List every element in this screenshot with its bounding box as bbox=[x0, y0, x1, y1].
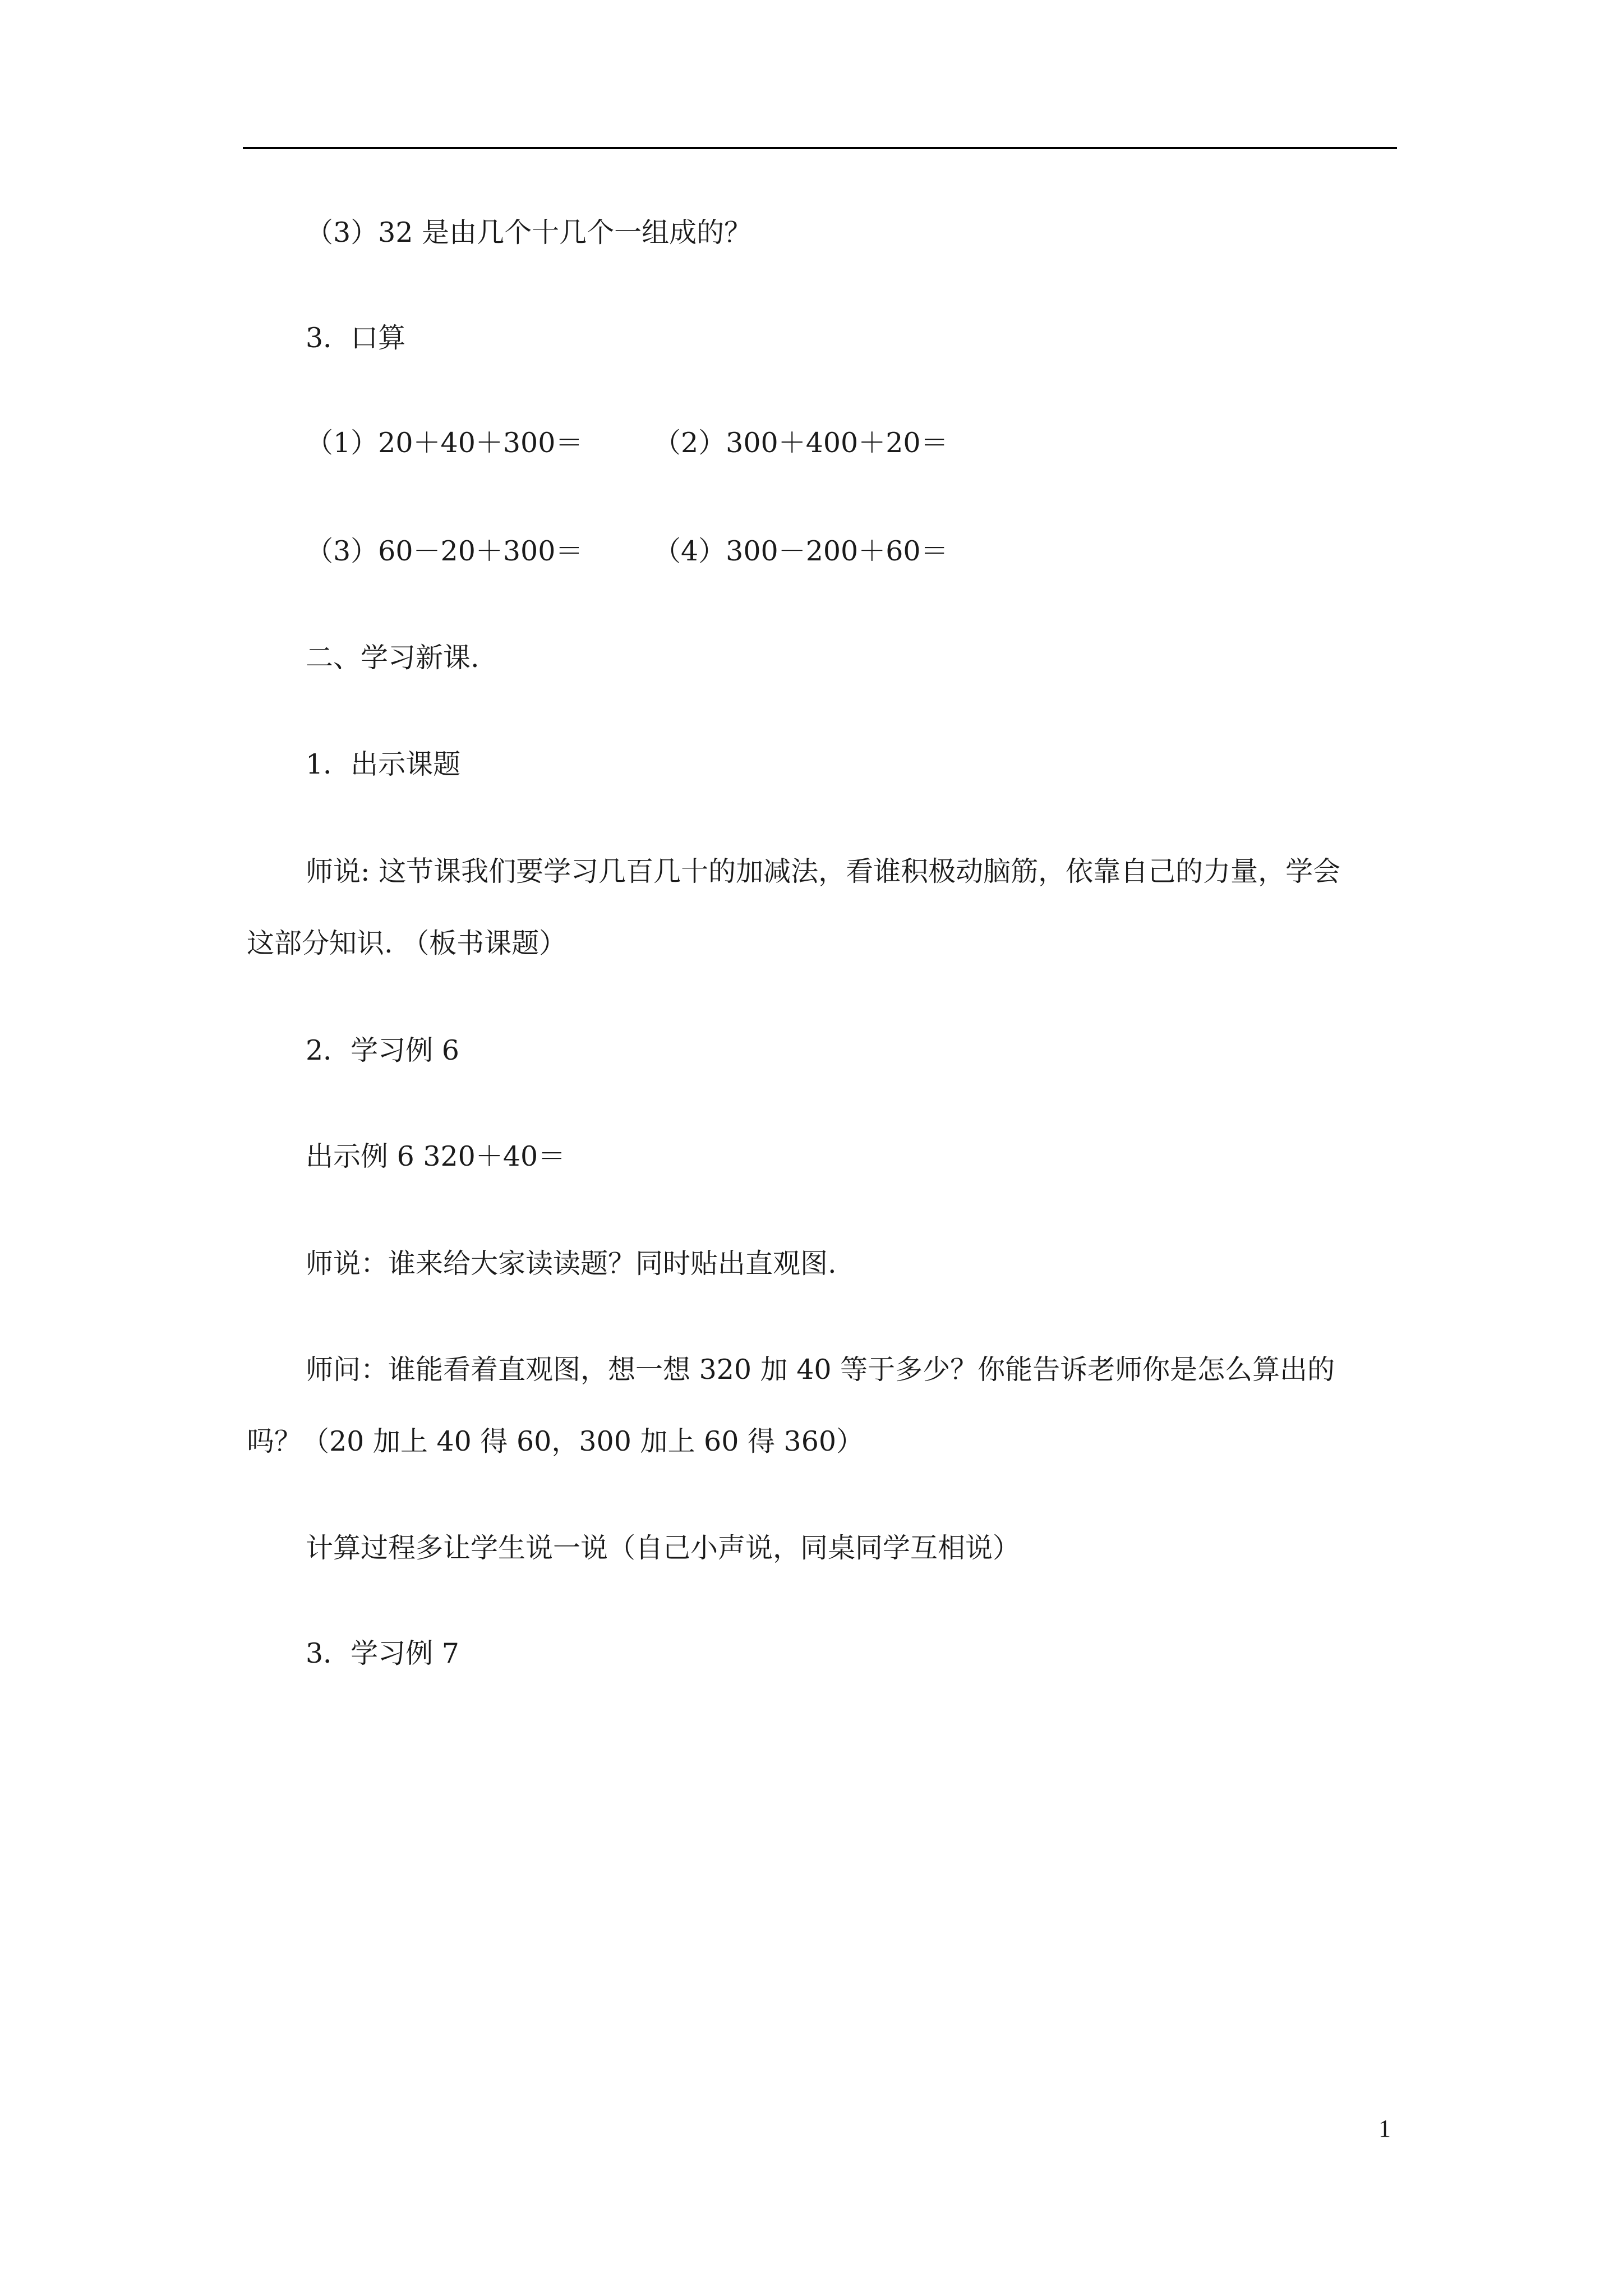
header-rule bbox=[243, 147, 1397, 149]
paragraph-calculation-process: 计算过程多让学生说一说（自己小声说，同桌同学互相说） bbox=[306, 1532, 1021, 1564]
exercise-3: （3）60－20＋300＝ bbox=[306, 535, 583, 567]
paragraph-teacher-asks-a: 师问：谁能看着直观图，想一想 320 加 40 等于多少？你能告诉老师你是怎么算出的 bbox=[306, 1354, 1335, 1386]
paragraph-teacher-says-1a: 师说: 这节课我们要学习几百几十的加减法，看谁积极动脑筋，依靠自己的力量，学会 bbox=[306, 855, 1341, 887]
exercise-4: （4）300－200＋60＝ bbox=[653, 535, 948, 567]
step-example-6: 2．学习例 6 bbox=[306, 1034, 459, 1066]
step-example-7: 3．学习例 7 bbox=[306, 1637, 459, 1669]
section-heading-new-lesson: 二、学习新课. bbox=[306, 642, 479, 674]
paragraph-teacher-says-2: 师说：谁来给大家读读题？同时贴出直观图. bbox=[306, 1248, 837, 1280]
exercise-2: （2）300＋400＋20＝ bbox=[653, 427, 948, 459]
page-number: 1 bbox=[1378, 2115, 1391, 2142]
show-example-6: 出示例 6 320＋40＝ bbox=[306, 1140, 566, 1172]
question-line: （3）32 是由几个十几个一组成的？ bbox=[306, 217, 752, 249]
section-heading-mental-math: 3．口算 bbox=[306, 322, 406, 354]
paragraph-teacher-asks-b: 吗？（20 加上 40 得 60，300 加上 60 得 360） bbox=[247, 1425, 864, 1457]
paragraph-teacher-says-1b: 这部分知识. （板书课题） bbox=[247, 927, 567, 959]
step-show-topic: 1．出示课题 bbox=[306, 748, 461, 780]
exercise-1: （1）20＋40＋300＝ bbox=[306, 427, 583, 459]
